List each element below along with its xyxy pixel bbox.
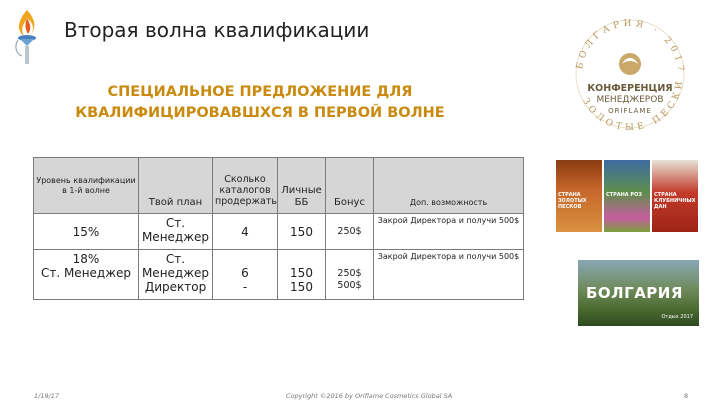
header-personal-bb: Личные ББ bbox=[278, 158, 326, 214]
cell-extra: Закрой Директора и получи 500$ bbox=[374, 214, 524, 250]
svg-text:БОЛГАРИЯ · 2017: БОЛГАРИЯ · 2017 bbox=[575, 18, 686, 76]
cell-level bbox=[34, 250, 139, 300]
cell-bonus-line-1: 250$ bbox=[337, 268, 362, 279]
bulgaria-cover-title: БОЛГАРИЯ bbox=[586, 284, 683, 302]
svg-text:ЗОЛОТЫЕ ПЕСКИ: ЗОЛОТЫЕ ПЕСКИ bbox=[580, 77, 686, 134]
torch-logo-icon bbox=[8, 6, 46, 68]
cell-catalogs bbox=[213, 250, 278, 300]
table-header-row bbox=[34, 158, 524, 214]
bulgaria-cover-subtitle: Отдых 2017 bbox=[661, 314, 693, 320]
table-row bbox=[34, 250, 524, 300]
conference-line-1: КОНФЕРЕНЦИЯ bbox=[587, 83, 673, 94]
qualification-table bbox=[33, 157, 524, 300]
cell-plan bbox=[139, 250, 213, 300]
cell-plan bbox=[139, 214, 213, 250]
conference-line-2: МЕНЕДЖЕРОВ bbox=[596, 95, 664, 105]
header-catalogs: Сколько каталогов продержать bbox=[213, 158, 278, 214]
slide-title: Вторая волна квалификации bbox=[64, 18, 370, 42]
cell-bonus bbox=[326, 250, 374, 300]
table-row bbox=[34, 214, 524, 250]
catalog-cover-label: СТРАНА РОЗ bbox=[606, 192, 642, 198]
cell-catalogs: 4 bbox=[213, 214, 278, 250]
cell-level-line-2: Ст. Менеджер bbox=[40, 266, 132, 280]
footer-page-number: 8 bbox=[684, 392, 689, 400]
cell-bonus: 250$ bbox=[326, 214, 374, 250]
cell-plan-line-3: Директор bbox=[144, 280, 207, 294]
footer-date: 1/19/17 bbox=[34, 392, 60, 400]
cell-plan-line-1: Ст. bbox=[165, 216, 186, 230]
catalog-cover-label: СТРАНА КЛУБНИЧНЫХ ДАН bbox=[654, 192, 696, 210]
header-bonus: Бонус bbox=[326, 158, 374, 214]
cell-plan-line-1: Ст. bbox=[165, 252, 186, 266]
cell-bonus-line-2: 500$ bbox=[337, 280, 362, 291]
catalog-cover-strawberries bbox=[652, 160, 698, 232]
conference-emblem bbox=[560, 12, 700, 137]
cell-level-line-1: 18% bbox=[72, 252, 100, 266]
conference-brand: ORIFLAME bbox=[608, 107, 652, 115]
header-level: Уровень квалификации в 1-й волне bbox=[34, 158, 139, 214]
cell-personal-bb bbox=[278, 250, 326, 300]
cell-catalogs-line-1: 6 bbox=[241, 266, 249, 280]
special-offer-heading bbox=[30, 82, 490, 124]
special-offer-line-1: СПЕЦИАЛЬНОЕ ПРЕДЛОЖЕНИЕ ДЛЯ bbox=[107, 84, 413, 100]
cell-extra: Закрой Директора и получи 500$ bbox=[374, 250, 524, 300]
special-offer-line-2: КВАЛИФИЦИРОВАВШХСЯ В ПЕРВОЙ ВОЛНЕ bbox=[75, 105, 445, 121]
catalog-cover-label: СТРАНА ЗОЛОТЫХ ПЕСКОВ bbox=[558, 192, 587, 210]
cell-catalogs-line-2: - bbox=[242, 280, 248, 294]
footer-copyright: Copyright ©2016 by Oriflame Cosmetics Global SA bbox=[286, 392, 453, 400]
cell-personal-bb-line-2: 150 bbox=[290, 280, 313, 294]
cell-level: 15% bbox=[34, 214, 139, 250]
header-plan: Твой план bbox=[139, 158, 213, 214]
bulgaria-catalog-cover bbox=[578, 260, 699, 326]
cell-personal-bb-line-1: 150 bbox=[290, 266, 313, 280]
cell-personal-bb: 150 bbox=[278, 214, 326, 250]
header-extra: Доп. возможность bbox=[374, 158, 524, 214]
catalog-cover-roses bbox=[604, 160, 650, 232]
catalog-cover-golden-sands bbox=[556, 160, 602, 232]
cell-plan-line-2: Менеджер bbox=[141, 266, 210, 280]
cell-plan-line-2: Менеджер bbox=[141, 230, 210, 244]
